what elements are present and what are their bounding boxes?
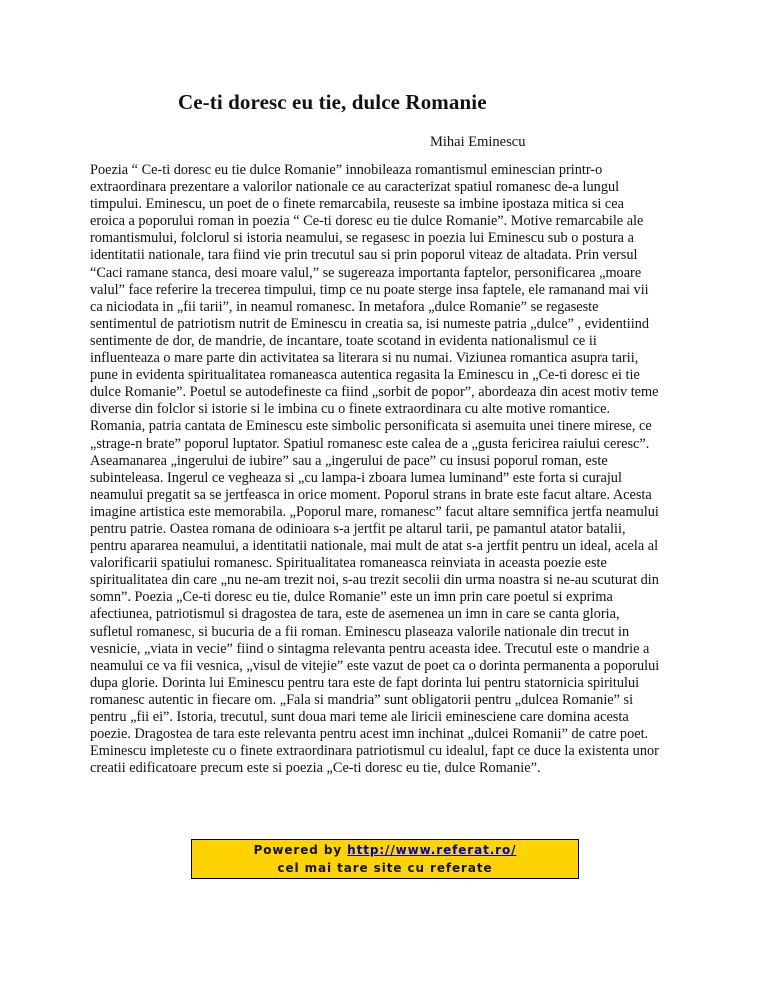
body-line: afectiunea, patriotismul si dragostea de tara, este de asemenea un imn in care se canta gloria,	[90, 606, 620, 623]
body-line: eroica a poporului roman in poezia “ Ce-ti doresc eu tie dulce Romanie”. Motive remarcabile ale	[90, 213, 644, 230]
document-title: Ce-ti doresc eu tie, dulce Romanie	[178, 90, 487, 114]
body-line: pentru patrie. Oastea romana de odinioara s-a jertfit pe altarul tarii, pe pamantul atator batalii,	[90, 520, 626, 537]
body-line: creatii edificatoare precum este si poezia „Ce-ti doresc eu tie, dulce Romanie”.	[90, 760, 541, 777]
body-line: somn”. Poezia „Ce-ti doresc eu tie, dulce Romanie” este un imn prin care poetul si exprima	[90, 589, 613, 606]
body-line: pentru „fii ei”. Istoria, trecutul, sunt doua mari teme ale liricii eminesciene care domina acesta	[90, 709, 629, 725]
banner-site-link[interactable]: http://www.referat.ro/	[347, 843, 517, 857]
body-line: identitatii nationale, tara fiind vie prin trecutul sau si prin poporul viteaz de altadata. Prin versul	[90, 247, 638, 264]
body-line: sufletul romanesc, si bucuria de a fii roman. Eminescu plaseaza valorile nationale din trecut in	[90, 623, 630, 640]
body-line: valorificarii spatiului romanesc. Spiritualitatea romaneasca reinviata in aceasta poezie este	[90, 555, 607, 572]
body-line: poezie. Dragostea de tara este relevanta pentru acest imn inchinat „dulcei Romanii” de catre poet.	[90, 726, 649, 743]
body-line: sentimente de dor, de mandrie, de incantare, toate scotand in evidenta nationalismul ce ii	[90, 332, 597, 349]
body-line: extraordinara prezentare a valorilor nationale ce au caracterizat spatiul romanesc de-a lungul	[90, 179, 620, 196]
body-line: Eminescu impleteste cu o finete extraordinara patriotismul cu idealul, fapt ce duce la existenta unor	[90, 743, 659, 760]
body-line: imagine artistica este memorabila. „Poporul mare, romanesc” facut altare semnifica jertfa neamului	[90, 503, 659, 520]
body-line: pentru apararea neamului, a identitatii nationale, mai mult de atat s-a jertfit pentru un ideal, acela al	[90, 538, 659, 555]
body-line: neamului ce va fii vesnica, „visul de vitejie” este vazut de poet ca o dorinta permanenta a poporului	[90, 657, 660, 674]
body-line: ca niciodata in „fii tarii”, in neamul romanesc. In metafora „dulce Romanie” se regaseste	[90, 298, 599, 315]
body-line: valul” face referire la trecerea timpului, timp ce nu poate sterge insa faptele, ele ramanand mai vii	[90, 281, 649, 298]
document-author: Mihai Eminescu	[430, 134, 526, 150]
body-line: spiritualitatea din care „nu ne-am trezit noi, s-au trezit secolii din urma noastra si ne-au scuturat din	[90, 572, 659, 589]
body-line: pune in evidenta spiritualitatea romaneasca autentica regasita la Eminescu in „Ce-ti doresc ei tie	[90, 367, 640, 384]
body-line: Aseamanarea „ingerului de iubire” sau a „ingerului de pace” cu insusi poporul roman, este	[90, 452, 608, 469]
body-line: influenteaza o mare parte din activitatea sa literara si nu numai. Viziunea romantica asupra tarii,	[90, 350, 639, 367]
body-line: romanesc autentic in fiecare om. „Fala si mandria” sunt obligatorii pentru „dulcea Romanie” si	[90, 691, 634, 708]
document-body	[90, 162, 712, 777]
body-line: Romania, patria cantata de Eminescu este simbolic personificata si asemuita unei tinere mirese, ce	[90, 418, 652, 435]
body-line: diverse din folclor si istorie si le imbina cu o finete extraordinara cu alte motive romantice.	[90, 401, 611, 418]
banner-tagline: cel mai tare site cu referate	[277, 861, 493, 875]
body-line: subinteleasa. Ingerul ce vegheaza si „cu lampa-i zboara lumea luminand” este forta si curajul	[90, 469, 622, 486]
body-line: „strage-n brate” poporul luptator. Spatiul romanesc este calea de a „gusta fericirea raiului ceresc”.	[90, 435, 650, 452]
powered-by-banner	[191, 839, 579, 879]
body-line: dupa glorie. Dorinta lui Eminescu pentru tara este de fapt dorinta lui pentru statornicia spiritului	[90, 674, 640, 691]
body-line: neamului pregatit sa se jertfeasca in orice moment. Poporul strans in brate este facut altare. Acesta	[90, 486, 652, 503]
body-line: timpului. Eminescu, un poet de o finete remarcabila, reuseste sa imbine ipostaza mitica si cea	[90, 196, 624, 213]
body-line: sentimentul de patriotism nutrit de Eminescu in creatia sa, isi numeste patria „dulce” , evidentiind	[90, 315, 650, 332]
banner-powered-row	[192, 843, 578, 858]
body-line: “Caci ramane stanca, desi moare valul,” se sugereaza importanta faptelor, personificarea „moare	[90, 264, 642, 281]
banner-powered-label: Powered by	[253, 843, 348, 857]
body-line: Poezia “ Ce-ti doresc eu tie dulce Romanie” innobileaza romantismul eminescian printr-o	[90, 162, 603, 178]
body-line: romantismului, folclorul si istoria neamului, se regasesc in poezia lui Eminescu sub o postura a	[90, 230, 634, 247]
body-line: dulce Romanie”. Poetul se autodefineste ca fiind „sorbit de popor”, abordeaza din acest motiv teme	[90, 384, 659, 401]
body-line: vesnicie, „viata in vecie” fiind o sintagma relevanta pentru aceasta idee. Trecutul este o mandrie a	[90, 640, 650, 657]
